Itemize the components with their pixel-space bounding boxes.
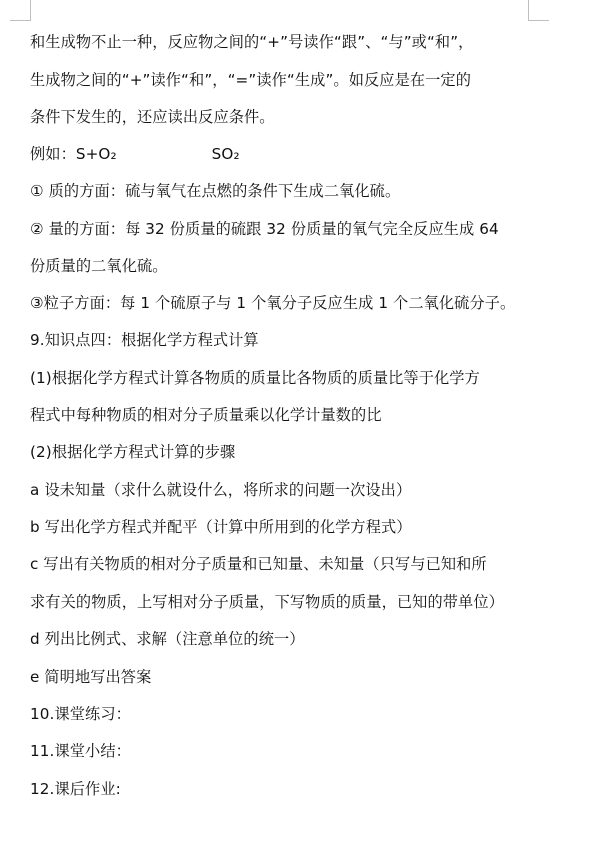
step-a-line: a 设未知量（求什么就设什么，将所求的问题一次设出） <box>30 481 412 499</box>
quantity-aspect-line: ② 量的方面：每 32 份质量的硫跟 32 份质量的氧气完全反应生成 64 <box>30 220 499 238</box>
page-corner-mark-right <box>528 0 549 21</box>
paragraph-line-1: 和生成物不止一种，反应物之间的“+”号读作“跟”、“与”或“和”， <box>30 33 474 51</box>
section-heading-knowledge-point-4: 9.知识点四：根据化学方程式计算 <box>30 331 259 349</box>
quantity-aspect-continued-line: 份质量的二氧化硫。 <box>30 257 168 275</box>
particle-aspect-line: ③粒子方面：每 1 个硫原子与 1 个氧分子反应生成 1 个二氧化硫分子。 <box>30 294 516 312</box>
paragraph-line-2: 生成物之间的“+”读作“和”，“=”读作“生成”。如反应是在一定的 <box>30 71 472 89</box>
equation-product: SO₂ <box>211 145 240 163</box>
step-d-line: d 列出比例式、求解（注意单位的统一） <box>30 630 305 648</box>
equation-example-line <box>30 142 240 166</box>
step-c-line: c 写出有关物质的相对分子质量和已知量、未知量（只写与已知和所 <box>30 555 487 573</box>
quality-aspect-line: ① 质的方面：硫与氧气在点燃的条件下生成二氧化硫。 <box>30 182 401 200</box>
page-corner-mark-left <box>10 0 31 21</box>
equation-reactants: 例如：S+O₂ <box>30 145 117 163</box>
step-c-continued-line: 求有关的物质，上写相对分子质量，下写物质的质量，已知的带单位） <box>30 593 504 611</box>
mass-ratio-line: (1)根据化学方程式计算各物质的质量比各物质的质量比等于化学方 <box>30 369 480 387</box>
paragraph-line-3: 条件下发生的，还应读出反应条件。 <box>30 108 275 126</box>
classroom-practice-heading: 10.课堂练习： <box>30 705 131 723</box>
step-b-line: b 写出化学方程式并配平（计算中所用到的化学方程式） <box>30 518 412 536</box>
step-e-line: e 简明地写出答案 <box>30 668 152 686</box>
mass-ratio-continued-line: 程式中每种物质的相对分子质量乘以化学计量数的比 <box>30 406 382 424</box>
homework-heading: 12.课后作业: <box>30 780 121 798</box>
classroom-summary-heading: 11.课堂小结： <box>30 742 131 760</box>
calculation-steps-heading: (2)根据化学方程式计算的步骤 <box>30 443 236 461</box>
